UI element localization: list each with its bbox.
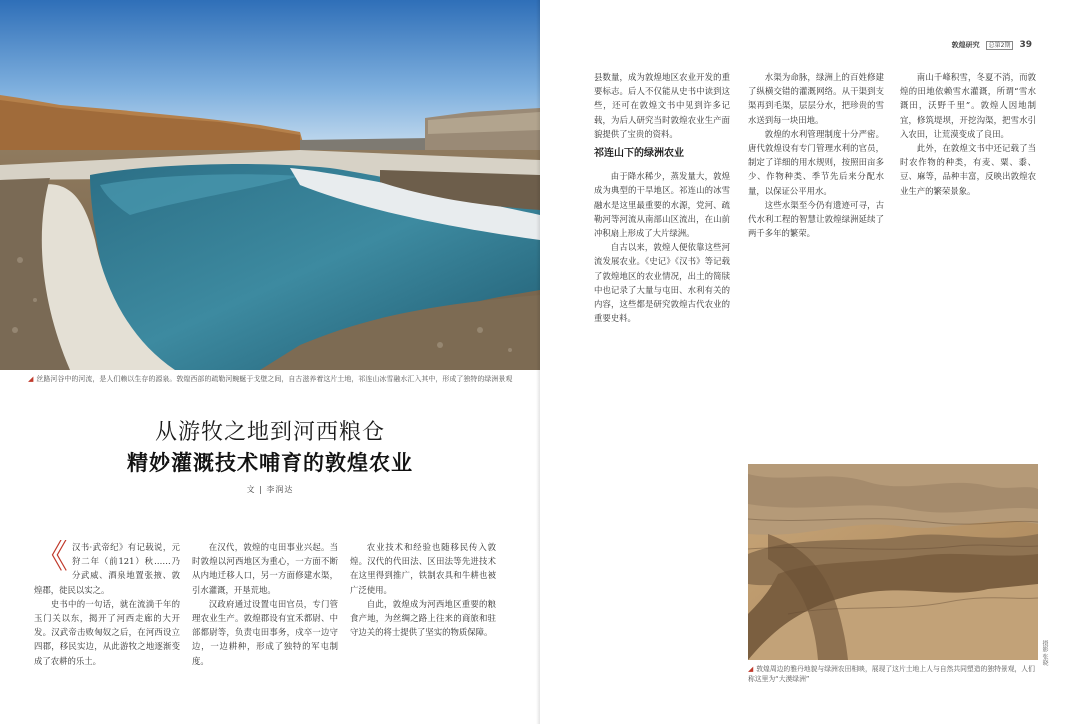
- section-subhead: 祁连山下的绿洲农业: [594, 148, 684, 160]
- hero-photo-canyon-river: [0, 0, 540, 370]
- left-column-2: [192, 540, 338, 690]
- photo-right-caption: [748, 664, 1038, 684]
- paragraph: 敦煌的水利管理制度十分严密。唐代敦煌设有专门管理水利的官员，制定了详细的用水规则，按照田亩多少、作物种类、季节先后来分配水量，以保证公平用水。: [748, 128, 884, 196]
- paragraph: 这些水渠至今仍有遗迹可寻，古代水利工程的智慧让敦煌绿洲延续了两千多年的繁荣。: [748, 199, 884, 239]
- paragraph: 由于降水稀少，蒸发量大，敦煌成为典型的干旱地区。祁连山的冰雪融水是这里最重要的水源，党河、疏勒河等河流从南部山区流出，在山前冲积扇上形成了大片绿洲。: [594, 171, 730, 239]
- magazine-name: 敦煌研究: [951, 41, 980, 49]
- photo-right-caption-text: 敦煌周边的雅丹地貌与绿洲农田相映，展现了这片土地上人与自然共同塑造的独特景观，人们称这里为“大漠绿洲”: [748, 665, 1035, 683]
- article-byline: 文 | 李润达: [246, 485, 294, 494]
- hero-caption-text: 丝路河谷中的河流，是人们赖以生存的源泉。敦煌西部的疏勒河蜿蜒于戈壁之间，自古滋养着这片土地，祁连山冰雪融水汇入其中，形成了独特的绿洲景观: [36, 375, 513, 383]
- paragraph: 县数量，成为敦煌地区农业开发的重要标志。后人不仅能从史书中读到这些，还可在敦煌文书中见到许多记载，为后人研究当时敦煌农业生产面貌提供了宝贵的资料。: [594, 72, 730, 139]
- paragraph: 水渠为命脉，绿洲上的百姓修建了纵横交错的灌溉网络。从干渠到支渠再到毛渠，层层分水，把珍贵的雪水送到每一块田地。: [748, 72, 884, 125]
- yardang-photo-graphic: [748, 464, 1038, 660]
- paragraph: 史书中的一句话，就在流淌千年的玉门关以东，揭开了河西走廊的大开发。汉武帝击败匈奴之后，在河西设立四郡，移民实边，从此游牧之地逐渐变成了农耕的乐土。: [34, 598, 180, 666]
- right-column-1: [594, 70, 730, 670]
- page-number: 39: [1019, 40, 1032, 50]
- paragraph: 汉书·武帝纪》有记载说，元狩二年（前121）秋……乃分武威、酒泉地置张掖、敦煌郡，徙民以实之。: [34, 542, 180, 595]
- article-title-line2: 精妙灌溉技术哺育的敦煌农业: [127, 451, 413, 475]
- dropcap: 《: [34, 540, 68, 577]
- paragraph: 自古以来，敦煌人便依靠这些河流发展农业。《史记》《汉书》等记载了敦煌地区的农业情况，出土的简牍中也记录了大量与屯田、水利有关的内容，这些都是研究敦煌古代农业的重要史料。: [594, 242, 730, 324]
- paragraph: 自此，敦煌成为河西地区重要的粮食产地，为丝绸之路上往来的商旅和驻守边关的将士提供了坚实的物质保障。: [350, 598, 496, 638]
- caption-marker-icon: ◢: [28, 375, 34, 383]
- paragraph: 农业技术和经验也随移民传入敦煌。汉代的代田法、区田法等先进技术在这里得到推广，铁制农具和牛耕也被广泛使用。: [350, 542, 496, 595]
- issue-badge: 总第2期: [986, 41, 1014, 50]
- hero-caption: [28, 374, 514, 384]
- paragraph: 在汉代，敦煌的屯田事业兴起。当时敦煌以河西地区为重心，一方面不断从内地迁移人口，另一方面修建水渠，引水灌溉，开垦荒地。: [192, 542, 338, 595]
- left-column-3: [350, 540, 496, 690]
- article-title-block: [0, 418, 540, 495]
- running-header: [952, 40, 1032, 50]
- paragraph: 汉政府通过设置屯田官员，专门管理农业生产。敦煌郡设有宜禾都尉、中部都尉等，负责屯田事务，戍卒一边守边，一边耕种，形成了独特的军屯制度。: [192, 598, 338, 666]
- right-column-2: [748, 70, 884, 450]
- article-title-line1: 从游牧之地到河西粮仓: [154, 420, 385, 445]
- yardang-landscape-photo: [748, 464, 1038, 660]
- paragraph: 此外，在敦煌文书中还记载了当时农作物的种类，有麦、粟、黍、豆、麻等，品种丰富，反映出敦煌农业生产的繁荣景象。: [900, 143, 1036, 196]
- paragraph: 南山千峰积雪，冬夏不消，而敦煌的田地依赖雪水灌溉，所谓“雪水溉田，沃野千里”。敦煌人因地制宜，修筑堤坝，开挖沟渠，把雪水引入农田，让荒漠变成了良田。: [900, 72, 1036, 139]
- hero-photo-graphic: [0, 0, 540, 370]
- photo-credit: 摄影 张晓: [1041, 640, 1048, 666]
- left-column-1: [34, 540, 180, 690]
- caption-marker-icon: ◢: [748, 665, 754, 673]
- right-column-3: [900, 70, 1036, 450]
